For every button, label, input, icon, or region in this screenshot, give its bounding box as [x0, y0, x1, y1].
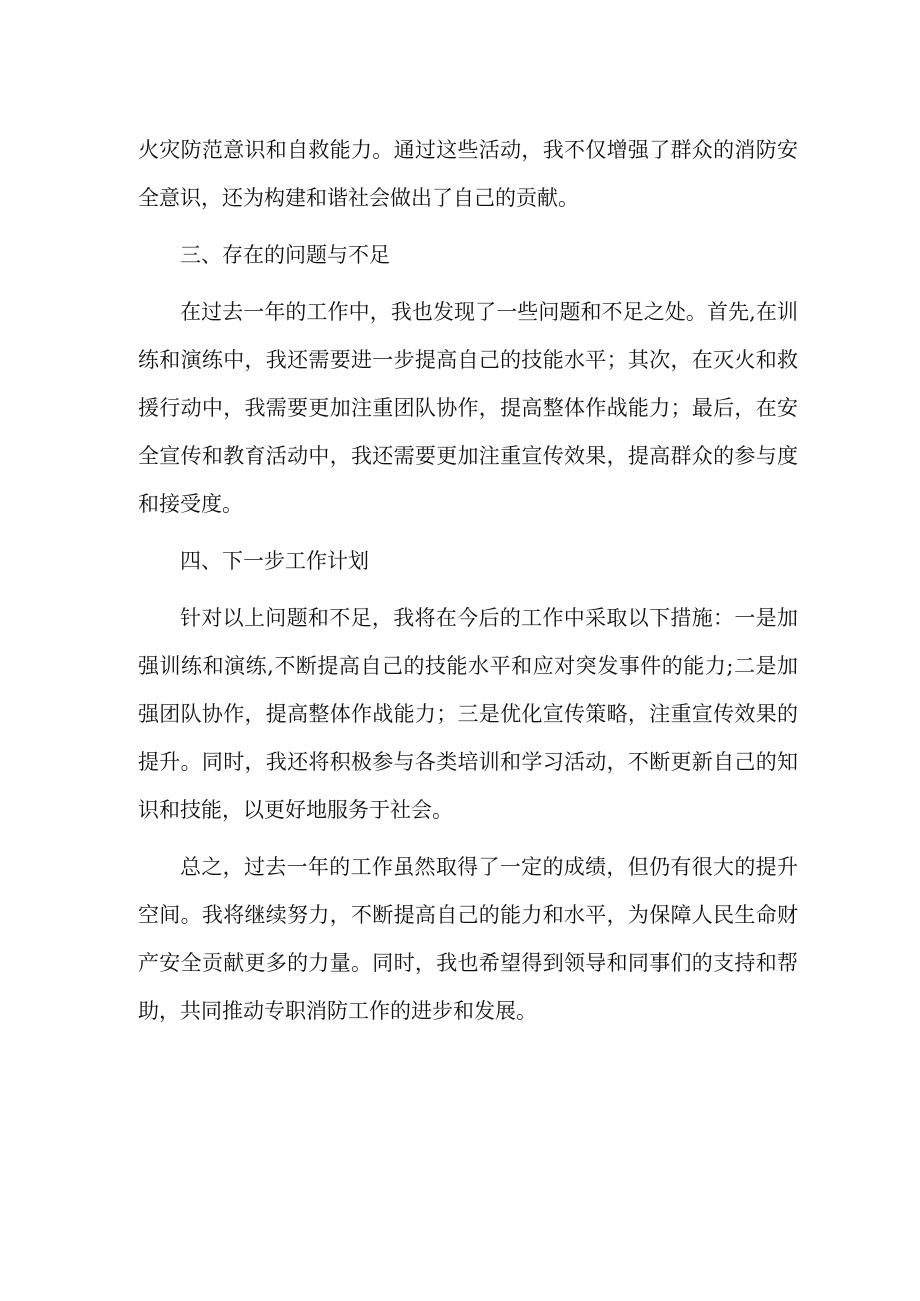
paragraph-next-plan: 针对以上问题和不足，我将在今后的工作中采取以下措施：一是加强训练和演练,不断提高自己的技能水平和应对突发事件的能力;二是加强团队协作，提高整体作战能力；三是优化宣传策略，注重宣传效果的提升。同时，我还将积极参与各类培训和学习活动，不断更新自己的知识和技能，以更好地服务于社会。: [138, 606, 798, 822]
paragraph-conclusion: 总之，过去一年的工作虽然取得了一定的成绩，但仍有很大的提升空间。我将继续努力，不断提高自己的能力和水平，为保障人民生命财产安全贡献更多的力量。同时，我也希望得到领导和同事们的支持和帮助，共同推动专职消防工作的进步和发展。: [138, 855, 798, 1023]
paragraph-problems: 在过去一年的工作中，我也发现了一些问题和不足之处。首先,在训练和演练中，我还需要进一步提高自己的技能水平；其次，在灭火和救援行动中，我需要更加注重团队协作，提高整体作战能力；最后，在安全宣传和教育活动中，我还需要更加注重宣传效果，提高群众的参与度和接受度。: [138, 300, 798, 516]
section-heading-next-plan: 四、下一步工作计划: [180, 549, 369, 573]
paragraph-continuation: 火灾防范意识和自救能力。通过这些活动，我不仅增强了群众的消防安全意识，还为构建和谐社会做出了自己的贡献。: [138, 138, 798, 210]
section-heading-problems: 三、存在的问题与不足: [180, 243, 390, 267]
document-body: [138, 126, 798, 1044]
